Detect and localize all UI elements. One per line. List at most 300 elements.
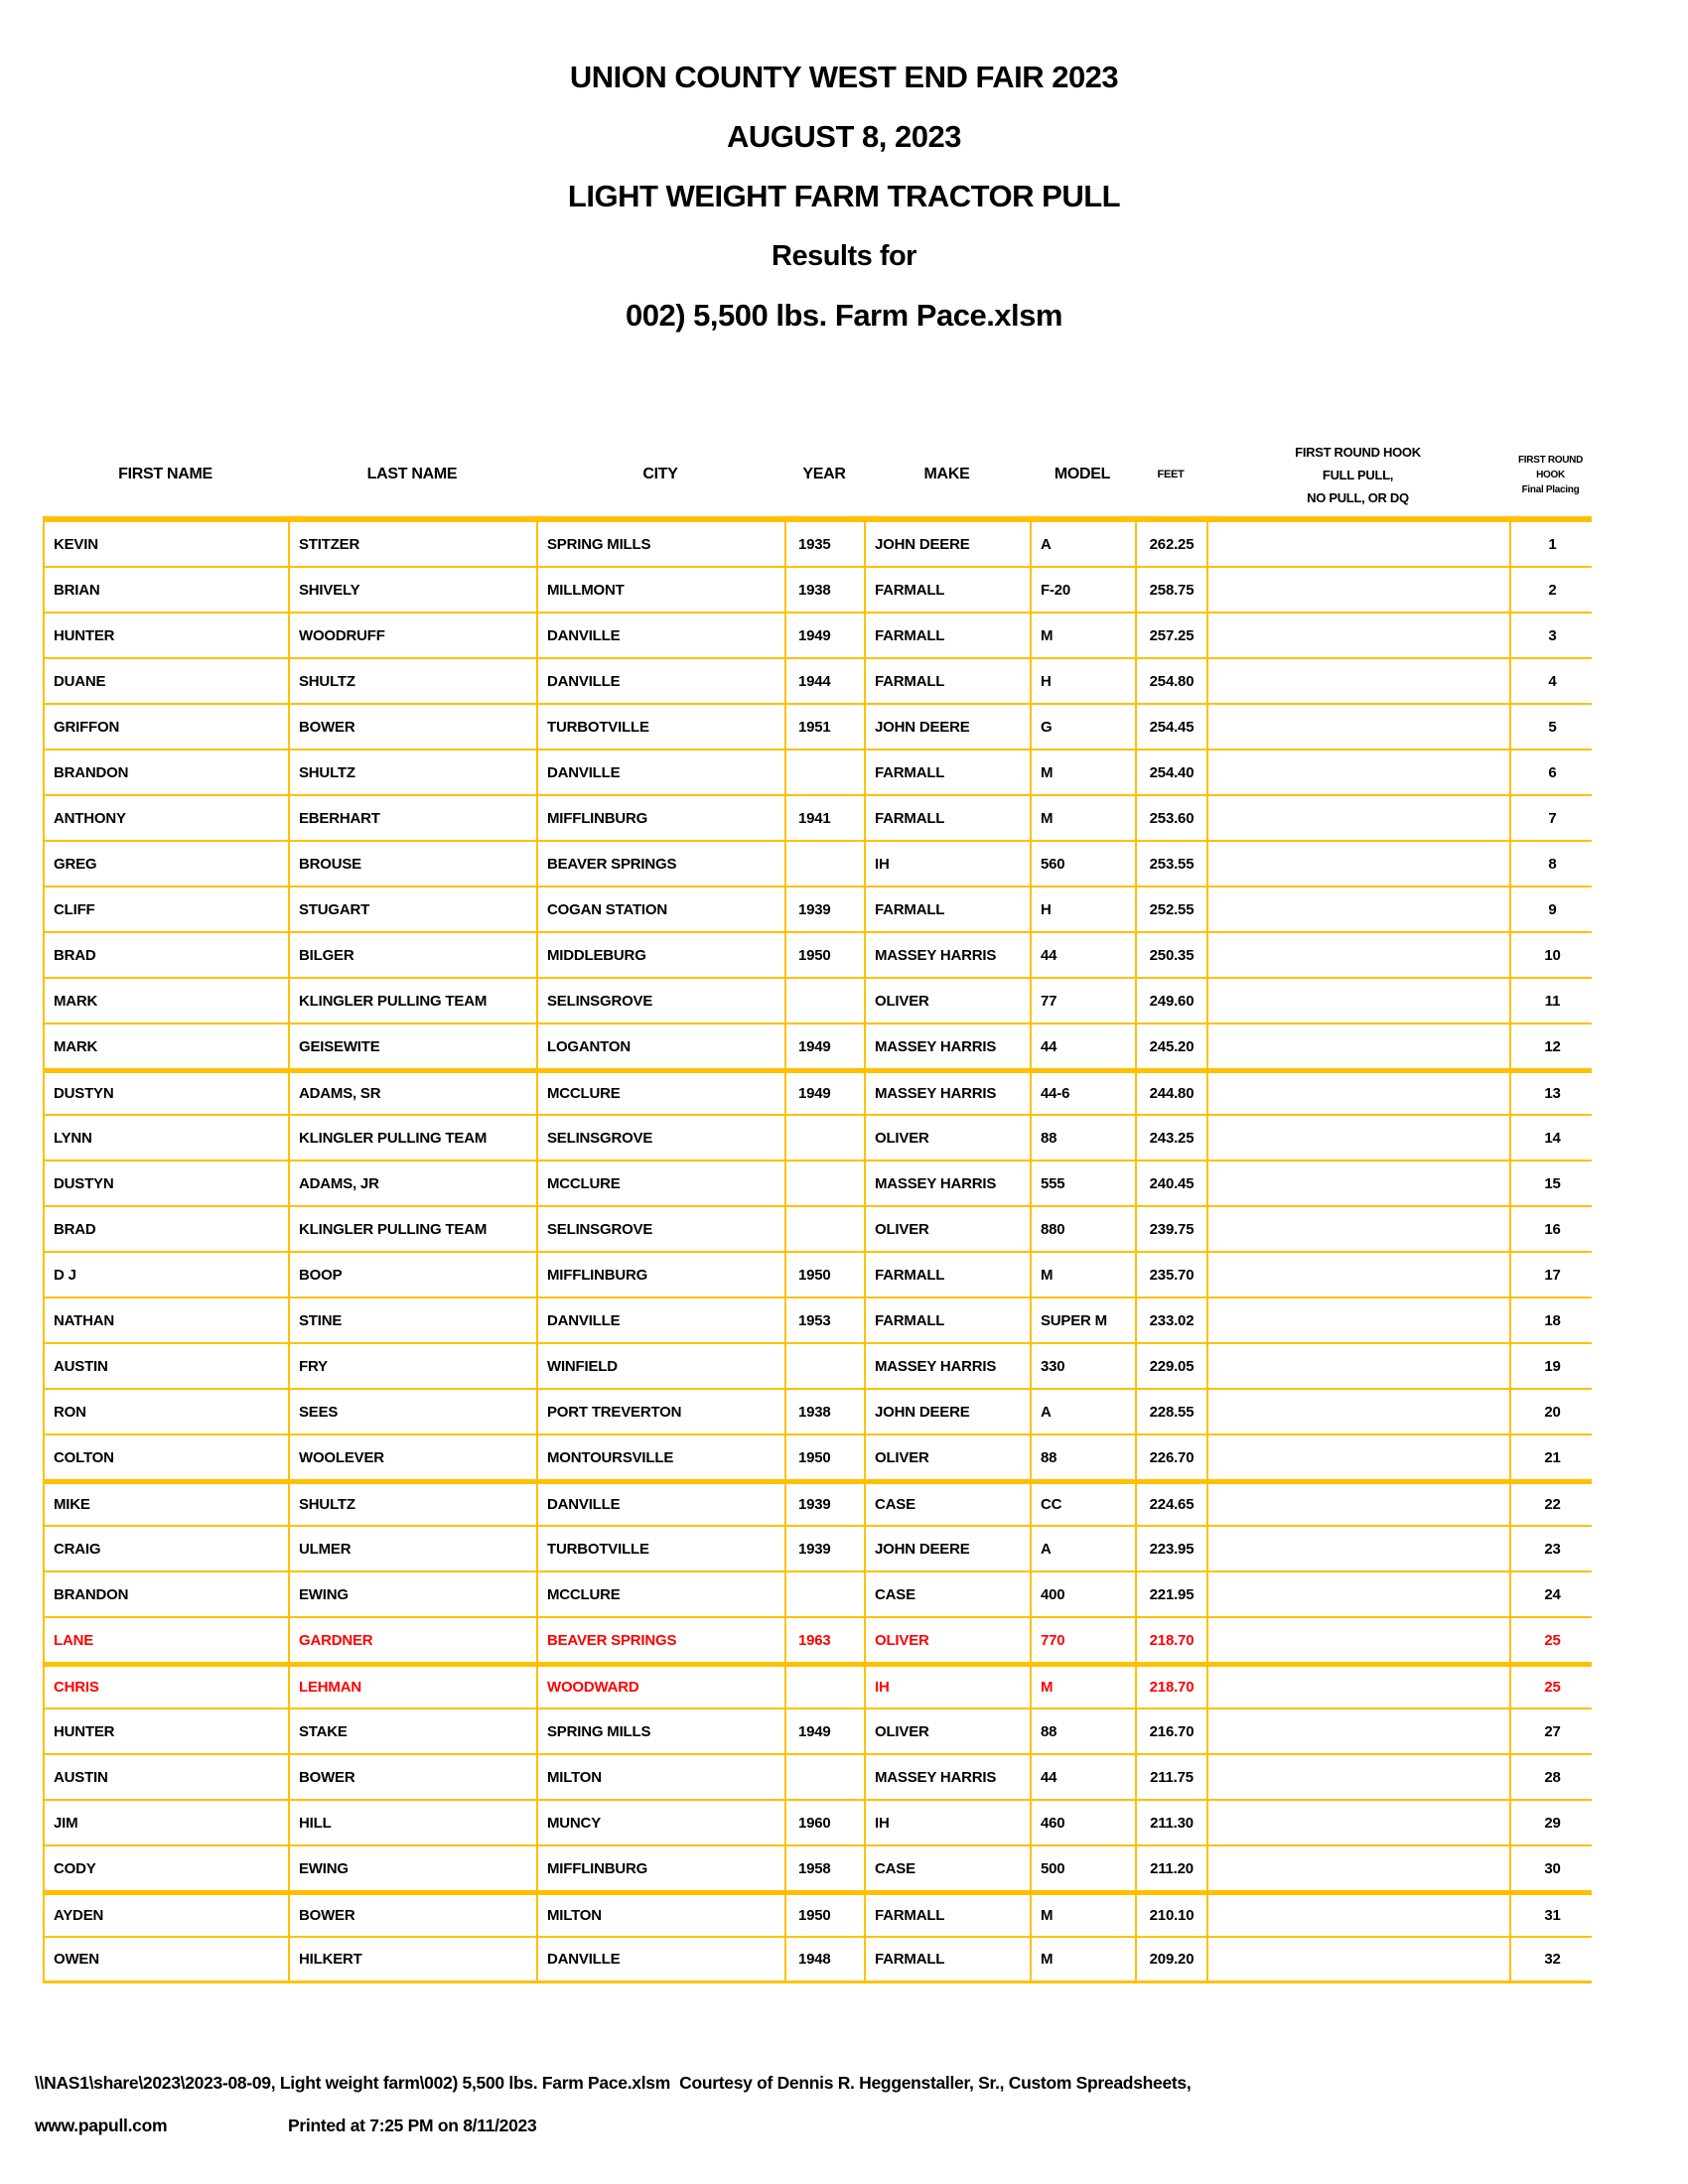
cell-year	[786, 1667, 866, 1707]
cell-make: FARMALL	[866, 659, 1032, 703]
cell-model: 88	[1032, 1709, 1137, 1753]
cell-feet: 258.75	[1137, 568, 1208, 612]
cell-feet: 229.05	[1137, 1344, 1208, 1388]
cell-last-name: EWING	[290, 1572, 538, 1616]
cell-model: M	[1032, 1938, 1137, 1980]
cell-final-placing: 11	[1544, 992, 1561, 1010]
table-row	[43, 842, 1592, 887]
cell-final-placing: 3	[1548, 626, 1557, 644]
cell-city: SPRING MILLS	[538, 522, 786, 566]
cell-first-round-hook	[1208, 1895, 1511, 1936]
cell-last-name: SHULTZ	[290, 751, 538, 794]
header-final-placing	[1509, 435, 1592, 514]
cell-feet: 254.45	[1137, 705, 1208, 749]
cell-make: JOHN DEERE	[866, 1527, 1032, 1570]
cell-model: H	[1032, 659, 1137, 703]
cell-year: 1949	[786, 1024, 866, 1068]
cell-city: TURBOTVILLE	[538, 705, 786, 749]
cell-city: MCCLURE	[538, 1161, 786, 1205]
cell-first-name: CHRIS	[45, 1667, 290, 1707]
table-row	[43, 887, 1592, 933]
header-model: MODEL	[1054, 466, 1111, 482]
cell-first-name: LYNN	[45, 1116, 290, 1160]
cell-final-placing: 4	[1548, 672, 1557, 690]
cell-first-name: AUSTIN	[45, 1755, 290, 1799]
cell-city: COGAN STATION	[538, 887, 786, 931]
event-date: AUGUST 8, 2023	[727, 119, 961, 154]
cell-first-round-hook	[1208, 614, 1511, 657]
cell-feet: 209.20	[1137, 1938, 1208, 1980]
cell-first-name: NATHAN	[45, 1298, 290, 1342]
cell-first-round-hook	[1208, 842, 1511, 886]
table-row	[43, 1755, 1592, 1801]
cell-make: FARMALL	[866, 751, 1032, 794]
cell-model: 88	[1032, 1116, 1137, 1160]
cell-feet: 233.02	[1137, 1298, 1208, 1342]
title-block	[0, 60, 1688, 357]
table-row	[43, 1435, 1592, 1481]
table-row	[43, 933, 1592, 979]
cell-final-placing: 30	[1544, 1859, 1561, 1877]
cell-year: 1948	[786, 1938, 866, 1980]
cell-year: 1944	[786, 659, 866, 703]
cell-first-round-hook	[1208, 887, 1511, 931]
header-first-round-hook	[1206, 435, 1509, 514]
cell-feet: 262.25	[1137, 522, 1208, 566]
cell-make: JOHN DEERE	[866, 1390, 1032, 1433]
cell-final-placing: 28	[1544, 1768, 1561, 1786]
cell-feet: 218.70	[1137, 1667, 1208, 1707]
cell-last-name: GARDNER	[290, 1618, 538, 1662]
cell-first-name: BRANDON	[45, 751, 290, 794]
cell-make: IH	[866, 1667, 1032, 1707]
cell-year: 1960	[786, 1801, 866, 1844]
cell-feet: 210.10	[1137, 1895, 1208, 1936]
cell-model: M	[1032, 614, 1137, 657]
table-row	[43, 1618, 1592, 1664]
event-title: UNION COUNTY WEST END FAIR 2023	[569, 60, 1119, 94]
cell-last-name: KLINGLER PULLING TEAM	[290, 1116, 538, 1160]
header-first-round-hook-line2: FULL PULL,	[1322, 467, 1394, 482]
cell-model: 44	[1032, 1024, 1137, 1068]
cell-first-name: ANTHONY	[45, 796, 290, 840]
cell-final-placing: 6	[1548, 763, 1557, 781]
table-row	[43, 1390, 1592, 1435]
cell-last-name: ADAMS, JR	[290, 1161, 538, 1205]
cell-year: 1950	[786, 1253, 866, 1297]
cell-last-name: KLINGLER PULLING TEAM	[290, 979, 538, 1023]
header-final-placing-line3: Final Placing	[1521, 483, 1580, 495]
cell-model: 44	[1032, 933, 1137, 977]
cell-feet: 223.95	[1137, 1527, 1208, 1570]
cell-make: FARMALL	[866, 614, 1032, 657]
cell-final-placing: 23	[1544, 1540, 1561, 1558]
cell-model: M	[1032, 1895, 1137, 1936]
cell-first-round-hook	[1208, 705, 1511, 749]
cell-first-round-hook	[1208, 1709, 1511, 1753]
table-row	[43, 1709, 1592, 1755]
cell-feet: 211.75	[1137, 1755, 1208, 1799]
cell-make: FARMALL	[866, 1938, 1032, 1980]
cell-last-name: BOWER	[290, 705, 538, 749]
cell-model: 77	[1032, 979, 1137, 1023]
cell-first-name: BRAD	[45, 1207, 290, 1251]
cell-first-round-hook	[1208, 1024, 1511, 1068]
cell-feet: 254.40	[1137, 751, 1208, 794]
cell-make: MASSEY HARRIS	[866, 1755, 1032, 1799]
table-row	[43, 1664, 1592, 1709]
cell-make: OLIVER	[866, 1435, 1032, 1479]
table-row	[43, 1572, 1592, 1618]
table-row	[43, 1161, 1592, 1207]
cell-final-placing: 25	[1544, 1631, 1561, 1649]
cell-year: 1949	[786, 1709, 866, 1753]
cell-feet: 257.25	[1137, 614, 1208, 657]
cell-model: A	[1032, 522, 1137, 566]
cell-first-round-hook	[1208, 1116, 1511, 1160]
table-row	[43, 614, 1592, 659]
cell-model: CC	[1032, 1484, 1137, 1525]
cell-last-name: WOODRUFF	[290, 614, 538, 657]
cell-final-placing: 32	[1544, 1951, 1561, 1968]
cell-first-name: MARK	[45, 1024, 290, 1068]
cell-final-placing: 25	[1544, 1679, 1561, 1696]
table-row	[43, 751, 1592, 796]
cell-first-name: DUSTYN	[45, 1161, 290, 1205]
cell-first-name: AUSTIN	[45, 1344, 290, 1388]
cell-make: FARMALL	[866, 796, 1032, 840]
cell-model: 560	[1032, 842, 1137, 886]
cell-first-round-hook	[1208, 751, 1511, 794]
table-row	[43, 659, 1592, 705]
cell-city: MILTON	[538, 1895, 786, 1936]
cell-last-name: SHIVELY	[290, 568, 538, 612]
cell-year	[786, 1344, 866, 1388]
cell-feet: 243.25	[1137, 1116, 1208, 1160]
cell-last-name: ADAMS, SR	[290, 1073, 538, 1114]
cell-first-round-hook	[1208, 1527, 1511, 1570]
cell-first-name: GRIFFON	[45, 705, 290, 749]
cell-first-round-hook	[1208, 1846, 1511, 1890]
cell-city: MILTON	[538, 1755, 786, 1799]
cell-city: PORT TREVERTON	[538, 1390, 786, 1433]
cell-first-round-hook	[1208, 796, 1511, 840]
table-row	[43, 1892, 1592, 1938]
cell-city: LOGANTON	[538, 1024, 786, 1068]
table-row	[43, 1801, 1592, 1846]
table-row	[43, 1207, 1592, 1253]
cell-model: 555	[1032, 1161, 1137, 1205]
cell-year	[786, 751, 866, 794]
cell-city: MIDDLEBURG	[538, 933, 786, 977]
table-row	[43, 1846, 1592, 1892]
cell-make: FARMALL	[866, 887, 1032, 931]
cell-first-name: GREG	[45, 842, 290, 886]
cell-first-round-hook	[1208, 522, 1511, 566]
cell-last-name: STITZER	[290, 522, 538, 566]
cell-last-name: GEISEWITE	[290, 1024, 538, 1068]
cell-first-round-hook	[1208, 1572, 1511, 1616]
cell-first-round-hook	[1208, 659, 1511, 703]
cell-make: FARMALL	[866, 1298, 1032, 1342]
cell-year: 1963	[786, 1618, 866, 1662]
cell-feet: 254.80	[1137, 659, 1208, 703]
cell-model: M	[1032, 1667, 1137, 1707]
cell-year: 1950	[786, 1895, 866, 1936]
cell-first-round-hook	[1208, 979, 1511, 1023]
cell-last-name: LEHMAN	[290, 1667, 538, 1707]
cell-feet: 218.70	[1137, 1618, 1208, 1662]
cell-first-name: KEVIN	[45, 522, 290, 566]
cell-last-name: STINE	[290, 1298, 538, 1342]
results-table	[43, 516, 1592, 1983]
cell-final-placing: 15	[1544, 1174, 1561, 1192]
cell-feet: 226.70	[1137, 1435, 1208, 1479]
cell-first-round-hook	[1208, 1938, 1511, 1980]
cell-final-placing: 16	[1544, 1220, 1561, 1238]
cell-first-name: LANE	[45, 1618, 290, 1662]
cell-first-name: JIM	[45, 1801, 290, 1844]
cell-make: IH	[866, 1801, 1032, 1844]
cell-final-placing: 31	[1544, 1907, 1561, 1924]
cell-first-name: AYDEN	[45, 1895, 290, 1936]
footer	[35, 2073, 1653, 2137]
cell-first-round-hook	[1208, 1390, 1511, 1433]
cell-last-name: EBERHART	[290, 796, 538, 840]
header-city: CITY	[642, 466, 678, 482]
cell-first-name: BRIAN	[45, 568, 290, 612]
cell-feet: 244.80	[1137, 1073, 1208, 1114]
cell-feet: 221.95	[1137, 1572, 1208, 1616]
cell-city: MCCLURE	[538, 1073, 786, 1114]
cell-make: OLIVER	[866, 1618, 1032, 1662]
table-row	[43, 1938, 1592, 1983]
table-row	[43, 979, 1592, 1024]
cell-first-round-hook	[1208, 1618, 1511, 1662]
cell-first-name: COLTON	[45, 1435, 290, 1479]
cell-feet: 239.75	[1137, 1207, 1208, 1251]
cell-final-placing: 29	[1544, 1814, 1561, 1832]
results-for-label: Results for	[772, 240, 916, 272]
cell-model: 400	[1032, 1572, 1137, 1616]
cell-final-placing: 1	[1548, 535, 1557, 553]
table-row	[43, 522, 1592, 568]
cell-first-round-hook	[1208, 1755, 1511, 1799]
cell-last-name: SHULTZ	[290, 1484, 538, 1525]
cell-first-name: HUNTER	[45, 614, 290, 657]
cell-model: 770	[1032, 1618, 1137, 1662]
cell-feet: 240.45	[1137, 1161, 1208, 1205]
cell-model: 880	[1032, 1207, 1137, 1251]
cell-final-placing: 27	[1544, 1722, 1561, 1740]
cell-make: MASSEY HARRIS	[866, 1073, 1032, 1114]
cell-make: JOHN DEERE	[866, 522, 1032, 566]
cell-last-name: ULMER	[290, 1527, 538, 1570]
cell-first-name: RON	[45, 1390, 290, 1433]
table-row	[43, 705, 1592, 751]
cell-city: WOODWARD	[538, 1667, 786, 1707]
cell-city: SPRING MILLS	[538, 1709, 786, 1753]
cell-last-name: SEES	[290, 1390, 538, 1433]
table-row	[43, 1344, 1592, 1390]
cell-final-placing: 21	[1544, 1448, 1561, 1466]
cell-feet: 245.20	[1137, 1024, 1208, 1068]
cell-city: DANVILLE	[538, 1298, 786, 1342]
cell-model: A	[1032, 1527, 1137, 1570]
cell-model: F-20	[1032, 568, 1137, 612]
table-row	[43, 1527, 1592, 1572]
cell-make: MASSEY HARRIS	[866, 1024, 1032, 1068]
footer-line2	[35, 2116, 1653, 2137]
cell-last-name: BROUSE	[290, 842, 538, 886]
cell-final-placing: 2	[1548, 581, 1557, 599]
cell-city: DANVILLE	[538, 614, 786, 657]
cell-feet: 250.35	[1137, 933, 1208, 977]
header-first-name: FIRST NAME	[118, 466, 212, 482]
cell-final-placing: 13	[1544, 1085, 1561, 1102]
cell-year: 1950	[786, 1435, 866, 1479]
cell-first-round-hook	[1208, 1207, 1511, 1251]
cell-final-placing: 12	[1544, 1037, 1561, 1055]
cell-model: 88	[1032, 1435, 1137, 1479]
cell-year	[786, 1161, 866, 1205]
cell-first-round-hook	[1208, 1253, 1511, 1297]
cell-make: CASE	[866, 1484, 1032, 1525]
cell-city: MCCLURE	[538, 1572, 786, 1616]
cell-city: MIFFLINBURG	[538, 796, 786, 840]
cell-make: OLIVER	[866, 1207, 1032, 1251]
cell-last-name: BOWER	[290, 1755, 538, 1799]
cell-last-name: EWING	[290, 1846, 538, 1890]
cell-make: JOHN DEERE	[866, 705, 1032, 749]
cell-last-name: HILL	[290, 1801, 538, 1844]
table-row	[43, 1024, 1592, 1070]
cell-year: 1935	[786, 522, 866, 566]
cell-year: 1938	[786, 568, 866, 612]
cell-year: 1939	[786, 887, 866, 931]
cell-model: M	[1032, 1253, 1137, 1297]
cell-feet: 253.55	[1137, 842, 1208, 886]
cell-model: G	[1032, 705, 1137, 749]
table-row	[43, 1298, 1592, 1344]
cell-first-round-hook	[1208, 933, 1511, 977]
cell-year	[786, 979, 866, 1023]
cell-model: 330	[1032, 1344, 1137, 1388]
cell-make: FARMALL	[866, 1253, 1032, 1297]
cell-feet: 252.55	[1137, 887, 1208, 931]
cell-model: A	[1032, 1390, 1137, 1433]
cell-model: H	[1032, 887, 1137, 931]
cell-model: 460	[1032, 1801, 1137, 1844]
cell-year: 1950	[786, 933, 866, 977]
cell-first-name: D J	[45, 1253, 290, 1297]
cell-year	[786, 1755, 866, 1799]
cell-last-name: HILKERT	[290, 1938, 538, 1980]
cell-city: MONTOURSVILLE	[538, 1435, 786, 1479]
table-row	[43, 1070, 1592, 1116]
cell-first-round-hook	[1208, 1161, 1511, 1205]
cell-year: 1939	[786, 1484, 866, 1525]
table-header-row	[43, 435, 1592, 514]
cell-city: MUNCY	[538, 1801, 786, 1844]
cell-first-name: BRANDON	[45, 1572, 290, 1616]
cell-city: DANVILLE	[538, 659, 786, 703]
cell-city: SELINSGROVE	[538, 979, 786, 1023]
cell-final-placing: 19	[1544, 1357, 1561, 1375]
cell-first-round-hook	[1208, 1298, 1511, 1342]
cell-final-placing: 22	[1544, 1496, 1561, 1513]
cell-first-name: CRAIG	[45, 1527, 290, 1570]
header-first-round-hook-line1: FIRST ROUND HOOK	[1295, 444, 1421, 460]
table-row	[43, 1116, 1592, 1161]
cell-last-name: WOOLEVER	[290, 1435, 538, 1479]
table-row	[43, 568, 1592, 614]
cell-year: 1951	[786, 705, 866, 749]
cell-model: SUPER M	[1032, 1298, 1137, 1342]
header-final-placing-line2: HOOK	[1536, 469, 1565, 480]
footer-file-path: \\NAS1\share\2023\2023-08-09, Light weight farm\002) 5,500 lbs. Farm Pace.xlsm Courtesy of Dennis R. Heggenstaller, Sr., Custom Spreadsheets,	[35, 2073, 1192, 2093]
cell-first-name: MIKE	[45, 1484, 290, 1525]
cell-year: 1949	[786, 1073, 866, 1114]
cell-city: WINFIELD	[538, 1344, 786, 1388]
cell-year: 1953	[786, 1298, 866, 1342]
cell-first-name: DUSTYN	[45, 1073, 290, 1114]
cell-first-name: HUNTER	[45, 1709, 290, 1753]
cell-feet: 211.20	[1137, 1846, 1208, 1890]
cell-year: 1958	[786, 1846, 866, 1890]
cell-year: 1938	[786, 1390, 866, 1433]
cell-make: MASSEY HARRIS	[866, 1344, 1032, 1388]
cell-first-name: DUANE	[45, 659, 290, 703]
cell-make: MASSEY HARRIS	[866, 1161, 1032, 1205]
cell-city: MIFFLINBURG	[538, 1253, 786, 1297]
cell-feet: 211.30	[1137, 1801, 1208, 1844]
cell-final-placing: 8	[1548, 855, 1557, 873]
cell-make: FARMALL	[866, 1895, 1032, 1936]
cell-last-name: BILGER	[290, 933, 538, 977]
cell-city: MIFFLINBURG	[538, 1846, 786, 1890]
cell-model: 44-6	[1032, 1073, 1137, 1114]
cell-first-round-hook	[1208, 1073, 1511, 1114]
cell-city: MILLMONT	[538, 568, 786, 612]
cell-feet: 249.60	[1137, 979, 1208, 1023]
cell-final-placing: 24	[1544, 1585, 1561, 1603]
header-final-placing-line1: FIRST ROUND	[1517, 454, 1584, 466]
cell-city: DANVILLE	[538, 751, 786, 794]
cell-first-round-hook	[1208, 1344, 1511, 1388]
cell-last-name: SHULTZ	[290, 659, 538, 703]
results-file-name: 002) 5,500 lbs. Farm Pace.xlsm	[626, 298, 1062, 333]
cell-make: CASE	[866, 1846, 1032, 1890]
cell-feet: 224.65	[1137, 1484, 1208, 1525]
cell-first-round-hook	[1208, 1435, 1511, 1479]
cell-first-name: CODY	[45, 1846, 290, 1890]
cell-last-name: STAKE	[290, 1709, 538, 1753]
header-make: MAKE	[923, 466, 970, 482]
cell-city: BEAVER SPRINGS	[538, 842, 786, 886]
cell-final-placing: 20	[1544, 1403, 1561, 1421]
cell-year	[786, 842, 866, 886]
cell-final-placing: 17	[1544, 1266, 1561, 1284]
header-first-round-hook-line3: NO PULL, OR DQ	[1307, 489, 1409, 505]
cell-city: SELINSGROVE	[538, 1116, 786, 1160]
cell-model: M	[1032, 796, 1137, 840]
cell-last-name: BOWER	[290, 1895, 538, 1936]
cell-feet: 216.70	[1137, 1709, 1208, 1753]
cell-city: DANVILLE	[538, 1938, 786, 1980]
cell-final-placing: 18	[1544, 1311, 1561, 1329]
cell-first-name: OWEN	[45, 1938, 290, 1980]
